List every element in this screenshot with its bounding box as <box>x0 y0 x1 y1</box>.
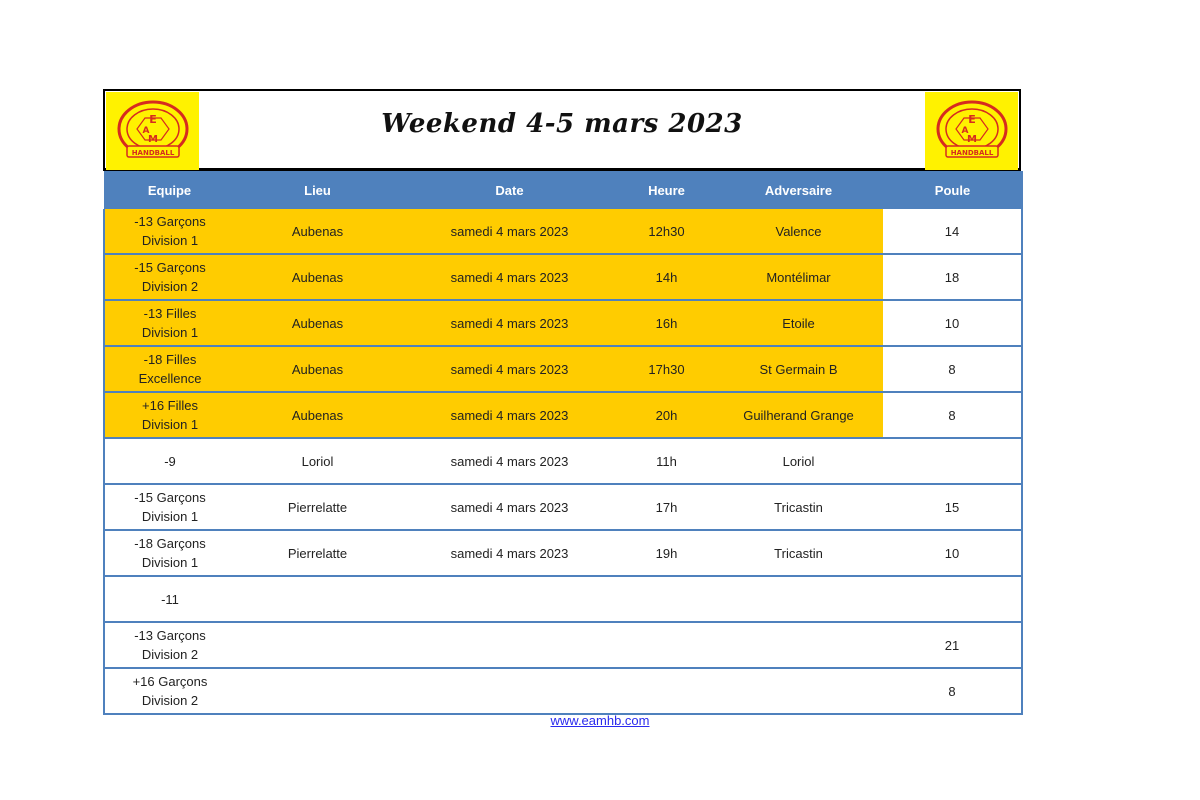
column-header-heure: Heure <box>619 171 714 209</box>
column-header-equipe: Equipe <box>104 171 235 209</box>
cell-adversaire: Etoile <box>714 300 883 346</box>
table-row <box>104 300 1022 346</box>
cell-heure: 12h30 <box>619 209 714 254</box>
equipe-line: Division 1 <box>141 233 199 248</box>
cell-heure: 17h <box>619 484 714 530</box>
schedule-table <box>103 171 1023 715</box>
club-logo-right <box>925 92 1018 170</box>
cell-heure: 16h <box>619 300 714 346</box>
cell-poule: 18 <box>883 254 1022 300</box>
cell-poule: 14 <box>883 209 1022 254</box>
cell-adversaire: Tricastin <box>714 530 883 576</box>
equipe-line: -15 Garçons <box>134 260 206 275</box>
cell-equipe <box>104 346 235 392</box>
equipe-line: Division 2 <box>141 279 199 294</box>
cell-heure: 17h30 <box>619 346 714 392</box>
cell-date <box>400 668 619 714</box>
cell-adversaire <box>714 622 883 668</box>
cell-adversaire <box>714 668 883 714</box>
cell-lieu: Aubenas <box>235 346 400 392</box>
equipe-line: -18 Garçons <box>134 536 206 551</box>
equipe-line: -11 <box>161 591 179 607</box>
cell-lieu <box>235 576 400 622</box>
cell-poule: 10 <box>883 300 1022 346</box>
table-row <box>104 576 1022 622</box>
equipe-line: Division 1 <box>141 555 199 570</box>
cell-equipe <box>104 438 235 484</box>
footer <box>0 713 1200 728</box>
title-banner <box>103 89 1021 171</box>
cell-equipe <box>104 254 235 300</box>
table-row <box>104 484 1022 530</box>
equipe-line: +16 Filles <box>142 398 198 413</box>
equipe-line: -9 <box>164 453 176 469</box>
cell-equipe <box>104 300 235 346</box>
cell-adversaire <box>714 576 883 622</box>
cell-heure <box>619 576 714 622</box>
table-header-row <box>104 171 1022 209</box>
cell-poule: 10 <box>883 530 1022 576</box>
equipe-line: Division 2 <box>141 693 199 708</box>
table-row <box>104 530 1022 576</box>
website-link[interactable]: www.eamhb.com <box>550 713 650 728</box>
column-header-adversaire: Adversaire <box>714 171 883 209</box>
svg-text:E: E <box>967 113 976 126</box>
table-row <box>104 668 1022 714</box>
equipe-line: Division 1 <box>141 325 199 340</box>
equipe-line: -18 Filles <box>143 352 197 367</box>
equipe-line: +16 Garçons <box>132 674 208 689</box>
equipe-line: -15 Garçons <box>134 490 206 505</box>
cell-date: samedi 4 mars 2023 <box>400 300 619 346</box>
cell-date: samedi 4 mars 2023 <box>400 392 619 438</box>
equipe-line: Division 1 <box>141 417 199 432</box>
cell-poule: 8 <box>883 392 1022 438</box>
cell-date <box>400 576 619 622</box>
equipe-line: -13 Garçons <box>134 628 206 643</box>
cell-equipe <box>104 576 235 622</box>
schedule-sheet <box>103 89 1021 715</box>
svg-text:A: A <box>142 126 149 136</box>
table-row <box>104 254 1022 300</box>
cell-equipe <box>104 392 235 438</box>
cell-lieu <box>235 622 400 668</box>
cell-lieu: Loriol <box>235 438 400 484</box>
cell-equipe <box>104 484 235 530</box>
cell-poule: 8 <box>883 346 1022 392</box>
cell-lieu: Aubenas <box>235 392 400 438</box>
cell-lieu: Aubenas <box>235 209 400 254</box>
cell-date: samedi 4 mars 2023 <box>400 484 619 530</box>
cell-poule <box>883 438 1022 484</box>
cell-date: samedi 4 mars 2023 <box>400 254 619 300</box>
cell-adversaire: Montélimar <box>714 254 883 300</box>
cell-equipe <box>104 530 235 576</box>
column-header-lieu: Lieu <box>235 171 400 209</box>
cell-poule: 21 <box>883 622 1022 668</box>
svg-text:M: M <box>966 134 977 145</box>
cell-lieu: Pierrelatte <box>235 484 400 530</box>
cell-heure <box>619 668 714 714</box>
cell-equipe <box>104 209 235 254</box>
cell-adversaire: St Germain B <box>714 346 883 392</box>
equipe-line: Division 2 <box>141 647 199 662</box>
table-row <box>104 209 1022 254</box>
svg-text:M: M <box>147 134 158 145</box>
cell-adversaire: Tricastin <box>714 484 883 530</box>
table-row <box>104 622 1022 668</box>
svg-text:E: E <box>148 113 157 126</box>
cell-heure: 19h <box>619 530 714 576</box>
cell-date: samedi 4 mars 2023 <box>400 209 619 254</box>
cell-poule: 15 <box>883 484 1022 530</box>
equipe-line: Division 1 <box>141 509 199 524</box>
cell-heure: 11h <box>619 438 714 484</box>
cell-heure <box>619 622 714 668</box>
cell-poule: 8 <box>883 668 1022 714</box>
cell-adversaire: Guilherand Grange <box>714 392 883 438</box>
table-row <box>104 392 1022 438</box>
cell-heure: 14h <box>619 254 714 300</box>
svg-text:A: A <box>961 126 968 136</box>
column-header-poule: Poule <box>883 171 1022 209</box>
svg-text:HANDBALL: HANDBALL <box>950 149 993 157</box>
cell-equipe <box>104 622 235 668</box>
cell-poule <box>883 576 1022 622</box>
cell-lieu <box>235 668 400 714</box>
cell-date: samedi 4 mars 2023 <box>400 346 619 392</box>
cell-lieu: Pierrelatte <box>235 530 400 576</box>
cell-equipe <box>104 668 235 714</box>
cell-lieu: Aubenas <box>235 254 400 300</box>
equipe-line: Excellence <box>138 371 202 386</box>
page-title: Weekend 4-5 mars 2023 <box>381 109 743 139</box>
cell-heure: 20h <box>619 392 714 438</box>
table-row <box>104 346 1022 392</box>
column-header-date: Date <box>400 171 619 209</box>
cell-date: samedi 4 mars 2023 <box>400 438 619 484</box>
cell-date <box>400 622 619 668</box>
cell-date: samedi 4 mars 2023 <box>400 530 619 576</box>
equipe-line: -13 Garçons <box>134 214 206 229</box>
equipe-line: -13 Filles <box>143 306 197 321</box>
table-row <box>104 438 1022 484</box>
cell-adversaire: Valence <box>714 209 883 254</box>
svg-text:HANDBALL: HANDBALL <box>131 149 174 157</box>
cell-lieu: Aubenas <box>235 300 400 346</box>
cell-adversaire: Loriol <box>714 438 883 484</box>
